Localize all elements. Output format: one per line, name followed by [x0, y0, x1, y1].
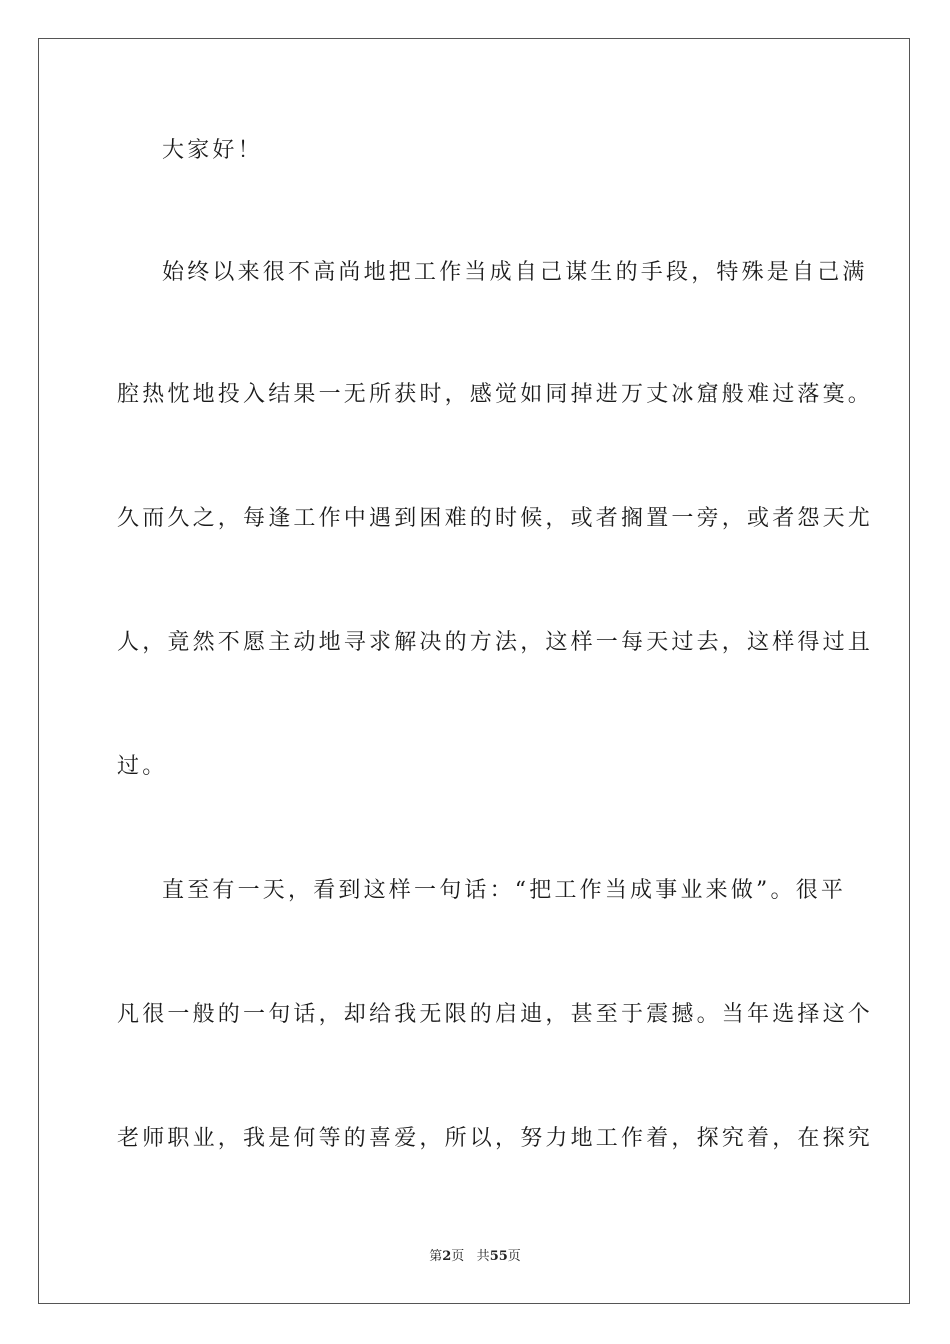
greeting-line: 大家好！	[162, 138, 263, 163]
paragraph-1-line-3: 久而久之，每逢工作中遇到困难的时候，或者搁置一旁，或者怨天尤	[117, 506, 874, 531]
paragraph-1-line-5: 过。	[117, 754, 168, 779]
total-prefix: 共	[476, 1249, 490, 1264]
paragraph-1-line-2: 腔热忱地投入结果一无所获时，感觉如同掉进万丈冰窟般难过落寞。	[117, 382, 874, 407]
paragraph-1-line-1: 始终以来很不高尚地把工作当成自己谋生的手段，特殊是自己满	[162, 260, 868, 285]
paragraph-2-line-2: 凡很一般的一句话，却给我无限的启迪，甚至于震撼。当年选择这个	[117, 1002, 874, 1027]
page-prefix: 第	[429, 1249, 443, 1264]
total-suffix: 页	[507, 1249, 521, 1264]
paragraph-2-line-1: 直至有一天，看到这样一句话：“把工作当成事业来做”。很平	[162, 878, 847, 903]
paragraph-1-line-4: 人，竟然不愿主动地寻求解决的方法，这样一每天过去，这样得过且	[117, 630, 874, 655]
page-current: 2	[442, 1249, 452, 1264]
page-footer	[0, 1248, 950, 1266]
page-border	[38, 38, 910, 1304]
page-total: 55	[489, 1249, 508, 1264]
page-suffix: 页	[451, 1249, 465, 1264]
paragraph-2-line-3: 老师职业，我是何等的喜爱，所以，努力地工作着，探究着，在探究	[117, 1126, 874, 1151]
